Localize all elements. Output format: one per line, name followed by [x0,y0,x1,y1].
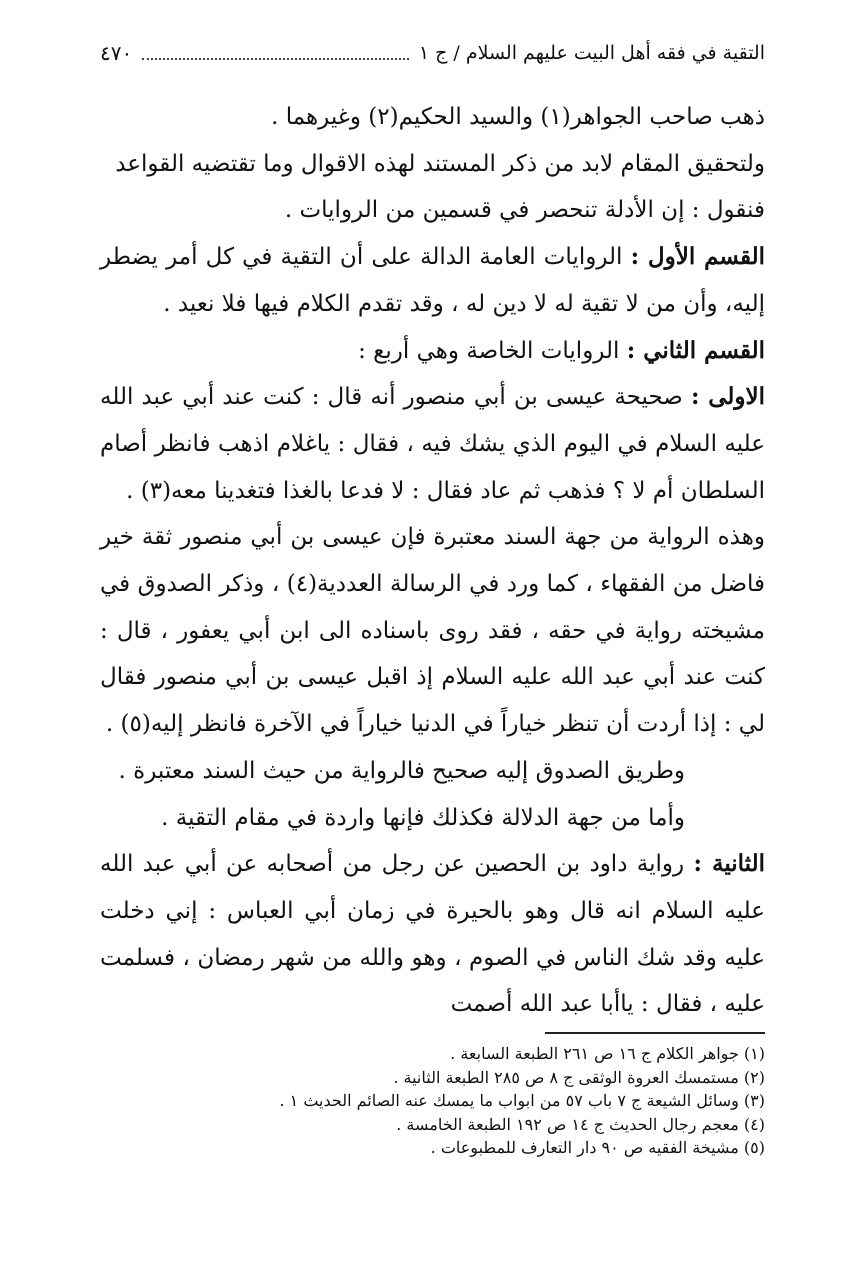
first-narration-heading: الاولى : [690,383,766,411]
second-narration-heading: الثانية : [693,850,766,878]
section-one-text: الروايات العامة الدالة على أن التقية في كل أمر يضطر إليه، وأن من لا تقية له لا دين له ، وقد تقدم الكلام فيها فلا نعيد . [100,244,765,317]
text-line: فنقول : إن الأدلة تنحصر في قسمين من الروايات . [284,197,765,224]
section-one-heading: القسم الأول : [630,243,765,271]
main-text [100,94,765,1028]
text-line: ولتحقيق المقام لابد من ذكر المستند لهذه الاقوال وما تقتضيه القواعد [115,150,765,177]
first-narration-paragraph [100,374,765,514]
footnotes [100,1042,765,1160]
section-one-paragraph [100,234,765,327]
page-number: ٤٧٠ [100,41,133,65]
dalala-paragraph: وأما من جهة الدلالة فكذلك فإنها واردة في مقام التقية . [161,804,685,831]
footnote: (٥) مشيخة الفقيه ص ٩٠ دار التعارف للمطبوعات . [430,1138,765,1157]
running-title: التقية في فقه أهل البيت عليهم السلام / ج ١ [418,42,765,64]
section-two-text: الروايات الخاصة وهي أربع : [358,337,620,364]
page-header [100,38,765,68]
footnote-separator [545,1032,765,1034]
footnote: (٢) مستمسك العروة الوثقى ج ٨ ص ٢٨٥ الطبعة الثانية . [393,1067,765,1087]
footnote: (٤) معجم رجال الحديث ج ١٤ ص ١٩٢ الطبعة الخامسة . [396,1114,765,1134]
second-narration-text: رواية داود بن الحصين عن رجل من أصحابه عن أبي عبد الله عليه السلام انه قال وهو بالحيرة في زمان أبي العباس : إني دخلت عليه وقد شك الناس في الصوم ، وهو والله من شهر رمضان ، فسلمت عليه ، فقال : ياأبا عبد الله أصمت [100,851,765,1018]
first-narration-text: صحيحة عيسى بن أبي منصور أنه قال : كنت عند أبي عبد الله عليه السلام في اليوم الذي يشك فيه ، فقال : ياغلام اذهب فانظر أصام السلطان أم لا ؟ فذهب ثم عاد فقال : لا فدعا بالغذا فتغدينا معه(٣) . [100,384,765,504]
tariq-paragraph: وطريق الصدوق إليه صحيح فالرواية من حيث السند معتبرة . [118,757,685,784]
second-narration-paragraph [100,841,765,1028]
section-two-paragraph [100,328,765,375]
text-line: ذهب صاحب الجواهر(١) والسيد الحكيم(٢) وغيرهما . [271,104,765,130]
chain-paragraph: وهذه الرواية من جهة السند معتبرة فإن عيسى بن أبي منصور ثقة خير فاضل من الفقهاء ، كما ورد في الرسالة العددية(٤) ، وذكر الصدوق في مشيخته رواية في حقه ، فقد روى باسناده الى ابن أبي يعفور ، قال : كنت عند أبي عبد الله عليه السلام إذ اقبل عيسى بن أبي منصور فقال لي : إذا أردت أن تنظر خياراً في الدنيا خياراً في الآخرة فانظر إليه(٥) . [100,524,765,738]
footnote: (٣) وسائل الشيعة ج ٧ باب ٥٧ من ابواب ما يمسك عنه الصائم الحديث ١ . [279,1091,765,1110]
footnote: (١) جواهر الكلام ج ١٦ ص ٢٦١ الطبعة السابعة . [450,1044,765,1063]
section-two-heading: القسم الثاني : [626,336,765,364]
leader-dots [142,46,409,60]
